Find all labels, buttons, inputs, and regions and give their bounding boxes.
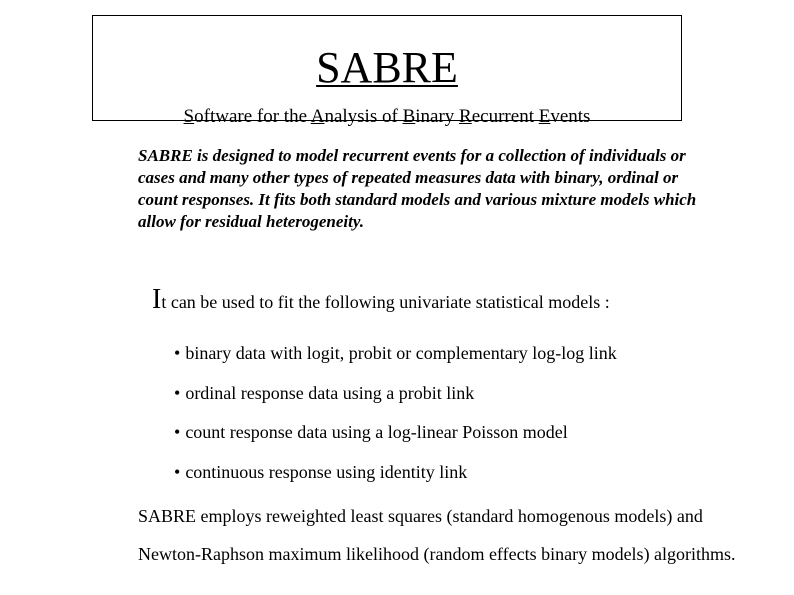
subtitle-part: inary (415, 106, 460, 127)
subtitle-part: E (538, 106, 551, 127)
list-item (174, 461, 617, 501)
list-item-text: count response data using a log-linear Poisson model (185, 422, 568, 442)
lead-initial-letter: I (152, 284, 162, 315)
subtitle-part: oftware for the (194, 106, 311, 127)
list-item-text: ordinal response data using a probit link (185, 382, 475, 403)
bullet-icon: • (174, 422, 181, 442)
subtitle-part: S (183, 106, 195, 127)
list-item (174, 382, 617, 422)
subtitle-part: vents (550, 106, 591, 127)
models-lead-sentence (152, 284, 610, 315)
lead-text: t can be used to fit the following univariate statistical models : (161, 292, 610, 312)
bullet-icon: • (174, 382, 181, 403)
subtitle-part: ecurrent (471, 106, 539, 127)
subtitle-part: B (402, 106, 416, 127)
subtitle-part: A (310, 106, 325, 127)
models-list (174, 342, 617, 500)
list-item (174, 421, 617, 461)
subtitle-part: R (459, 106, 472, 127)
list-item-text: binary data with logit, probit or complementary log-log link (185, 343, 617, 363)
title-box (92, 15, 682, 127)
closing-paragraph: SABRE employs reweighted least squares (standard homogenous models) and Newton-Raphson maximum likelihood (random effects binary models) algorithms. (138, 506, 736, 564)
page-title: SABRE (316, 43, 458, 92)
list-item-text: continuous response using identity link (185, 461, 468, 482)
subtitle-part: nalysis of (324, 106, 403, 127)
bullet-icon: • (174, 461, 181, 482)
intro-paragraph: SABRE is designed to model recurrent events for a collection of individuals or cases and many other types of repeated measures data with binary, ordinal or count responses. It fits both standard models and various mixture models which allow for residual heterogeneity. (138, 146, 697, 231)
subtitle (93, 106, 681, 128)
bullet-icon: • (174, 343, 181, 363)
list-item (174, 342, 617, 382)
